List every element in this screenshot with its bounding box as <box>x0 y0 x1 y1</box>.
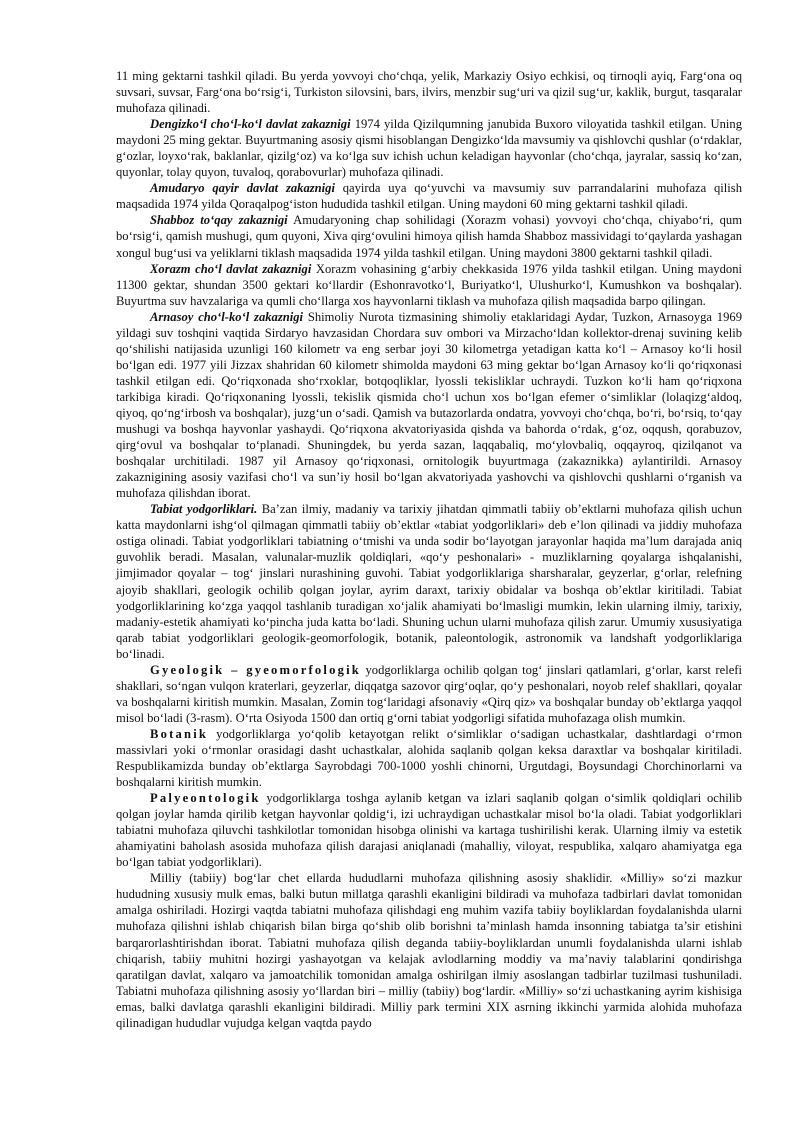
paragraph-text: Shimoliy Nurota tizmasining shimoliy etaklaridagi Aydar, Tuzkon, Arnasoyga 1969 yildagi suv toshqini vaqtida Sirdaryo havzasidan Chordara suv ombori va Mirzacho‘ldan kollektor-drenaj suvining kelib qo‘shilishi natijasida uzunligi 160 kilometr va eng serbar joyi 30 kilometrga yetadigan katta ko‘l – Arnasoy ko‘li hosil bo‘lgan edi. 1977 yili Jizzax shahridan 60 kilometr shimolda maydoni 63 ming gektar bo‘lgan Arnasoy ko‘li qo‘riqxonasi tashkil etilgan edi. Qo‘riqxonada sho‘rxoklar, botqoqliklar, lyossli tekisliklar uchraydi. Tuzkon ko‘li ham qo‘riqxona tarkibiga kiradi. Qo‘riqxonaning lyossli, tekislik qismida cho‘l uchun xos bo‘lgan efemer o‘simliklar (lolaqizg‘aldoq, qiyoq, qo‘ng‘irbosh va boshqalar), juzg‘un o‘sadi. Qamish va butazorlarda ondatra, yovvoyi cho‘chqa, bo‘ri, bo‘rsiq, to‘qay mushugi va boshqa hayvonlar yashaydi. Qo‘riqxona akvatoriyasida qishda va bahorda o‘rdak, g‘oz, oqqush, qorabuzov, qirg‘ovul va boshqalar to‘planadi. Shuningdek, bu yerda sazan, laqqabaliq, mo‘ylovbaliq, oqqayroq, qizilqanot va boshqalar urchitiladi. 1987 yil Arnasoy qo‘riqxonasi, ornitologik buyurtmaga (zakaznikka) aylantirildi. Arnasoy zakaznigining asosiy vazifasi cho‘l va sun’iy hosil bo‘lgan akvatoriyada yashovchi va qishlovchi qushlarni o‘rganish va muhofaza qilishdan iborat. <box>116 309 742 501</box>
paragraph-geologik <box>116 662 742 726</box>
paragraph-text: Xorazm vohasining g‘arbiy chekkasida 1976 yilda tashkil etilgan. Uning maydoni 11300 gektar, shundan 3500 gektari ko‘llardir (Eshonravotko‘l, Buriyatko‘l, Ulushurko‘l, Kumushkon va boshqalar). Buyurtma suv havzalariga va qumli cho‘llarga xos hayvonlarni tiklash va muhofaza qilish maqsadida barpo qilingan. <box>116 261 742 308</box>
paragraph-lead-heading: Arnasoy cho‘l-ko‘l zakaznigi <box>150 309 304 324</box>
paragraph-amudaryo-zakaznik <box>116 180 742 212</box>
paragraph-text: Amudaryoning chap sohilidagi (Xorazm vohasi) yovvoyi cho‘chqa, chiyabo‘ri, qum bo‘rsig‘i, qamish mushugi, qum quyoni, Xiva qirg‘ovulini himoya qilish hamda Shabboz massividagi to‘qaylarda yashagan xongul bug‘usi va yeliklarni tiklash maqsadida 1974 yilda tashkil etilgan. Uning maydoni 3800 gektarni tashkil qiladi. <box>116 213 742 260</box>
paragraph-lead-heading: Gyeologik – gyeomorfologik <box>150 662 361 677</box>
paragraph-paleontologik <box>116 790 742 870</box>
paragraph-shabboz-zakaznik <box>116 212 742 260</box>
paragraph-xorazm-zakaznik <box>116 261 742 309</box>
paragraph-text: yodgorliklarga yo‘qolib ketayotgan relikt o‘simliklar o‘sadigan uchastkalar, dashtlardagi o‘rmon massivlari yoki o‘rmonlar orasidagi dasht uchastkalar, alohida saqlanib qolgan keksa daraxtlar va boshqalar kiritiladi. Respublikamizda bunday ob’ektlarga Sayrobdagi 700-1000 yoshli chinorni, Urgutdagi, Boysundagi Chorchinorlarni va boshqalarni kiritish mumkin. <box>116 726 742 790</box>
paragraph-1 <box>116 68 742 116</box>
paragraph-dengizkol-zakaznik <box>116 116 742 180</box>
paragraph-lead-heading: Botanik <box>150 726 209 741</box>
paragraph-lead-heading: Tabiat yodgorliklari. <box>150 502 258 517</box>
paragraph-text: qayirda uya qo‘yuvchi va mavsumiy suv parrandalarini muhofaza qilish maqsadida 1974 yilda Qoraqalpog‘iston hududida tashkil etilgan. Uning maydoni 60 ming gektarni tashkil qiladi. <box>116 181 742 212</box>
paragraph-text: 1974 yilda Qizilqumning janubida Buxoro viloyatida tashkil etilgan. Uning maydoni 25 ming gektar. Buyurtmaning asosiy qismi hisoblangan Dengizko‘lda mavsumiy va qishlovchi qushlar (o‘rdaklar, g‘ozlar, loyxo‘rak, baklanlar, qizilg‘oz) va ko‘lga suv ichish uchun keladigan hayvonlar (cho‘chqa, jayralar, sassiq ko‘zan, quyonlar, tolay quyon, tuvaloq, qorabovurlar) muhofaza qilinadi. <box>116 117 742 180</box>
paragraph-botanik <box>116 726 742 790</box>
paragraph-text: yodgorliklarga ochilib qolgan tog‘ jinslari qatlamlari, g‘orlar, karst relefi shakllari, so‘ngan vulqon kraterlari, geyzerlar, diqqatga sazovor qirg‘oqlar, qo‘y peshonalari, noyob relef shakllari, qoyalar va boshqalarni kiritish mumkin. Masalan, Zomin tog‘laridagi afsonaviy «Qirq qiz» va boshqalar bunday ob’ektlarga yaqqol misol bo‘ladi (3-rasm). O‘rta Osiyoda 1500 dan ortiq g‘orni tabiat yodgorligi sifatida muhofazaga olish mumkin. <box>116 662 742 725</box>
paragraph-lead-heading: Shabboz to‘qay zakaznigi <box>150 213 288 228</box>
paragraph-lead-heading: Xorazm cho‘l davlat zakaznigi <box>150 261 312 276</box>
paragraph-lead-heading: Dengizko‘l cho‘l-ko‘l davlat zakaznigi <box>150 117 351 132</box>
paragraph-lead-heading: Palyeontologik <box>150 791 261 806</box>
paragraph-tabiat-yodgorliklari <box>116 501 742 661</box>
paragraph-text: Milliy (tabiiy) bog‘lar chet ellarda hududlarni muhofaza qilishning asosiy shaklidir. «Milliy» so‘zi mazkur hududning xususiy mulk emas, balki butun millatga qarashli ekanligini bildiradi va muhofaza tadbirlari davlat tomonidan amalga oshiriladi. Hozirgi vaqtda tabiatni muhofaza qilishdagi eng muhim vazifa tabiiy boyliklardan foydalanishda ularni muhofaza qilishni ishlab chiqarish bilan birga qo‘shib olib borishni ta’minlash hamda insonning tabiatga ta’sir etishini barqarorlashtirishdan iborat. Tabiatni muhofaza qilish deganda tabiiy-boyliklardan unumli foydalanishda ularni ishlab chiqarish, tabiiy muhitni hozirgi yashayotgan va kelajak avlodlarning moddiy va ma’naviy talablarini qondirishga qaratilgan davlat, xalqaro va jamoatchilik tomonidan amalga oshirilgan ilmiy asoslangan tadbirlar tuzilmasi tushuniladi. Tabiatni muhofaza qilishning asosiy yo‘llardan biri – milliy (tabiiy) bog‘lardir. «Milliy» so‘zi uchastkaning ayrim kishisiga emas, balki davlatga qarashli ekanligini bildiradi. Milliy park termini XIX asrning ikkinchi yarmida alohida muhofaza qilinadigan hududlar vujudga kelgan vaqtda paydo <box>116 871 742 1030</box>
paragraph-text: 11 ming gektarni tashkil qiladi. Bu yerda yovvoyi cho‘chqa, yelik, Markaziy Osiyo echkisi, oq tirnoqli ayiq, Farg‘ona oq suvsari, suvsar, Farg‘ona bo‘rsig‘i, Turkiston silovsini, bars, ilvirs, menzbir sug‘uri va qizil sug‘ur, kaklik, burgut, tasqaralar muhofaza qilinadi. <box>116 69 742 116</box>
paragraph-text: yodgorliklarga toshga aylanib ketgan va izlari saqlanib qolgan o‘simlik qoldiqlari ochilib qolgan joylar hamda qirilib ketgan hayvonlar qoldig‘i, izi uchraydigan uchastkalar misol bo‘la oladi. Tabiat yodgorliklari tabiatni muhofaza qiluvchi tashkilotlar tomonidan hisobga olinishi va kartaga tushirilishi kerak. Ularning ilmiy va estetik ahamiyatini baholash asosida muhofaza qilish darajasi aniqlanadi (mahalliy, viloyat, respublika, xalqaro ahamiyatga ega bo‘lgan tabiat yodgorliklari). <box>116 791 742 870</box>
paragraph-text: Ba’zan ilmiy, madaniy va tarixiy jihatdan qimmatli tabiiy ob’ektlarni muhofaza qilish uchun katta maydonlarni ishg‘ol qilmagan qimmatli tabiiy ob’ektlar «tabiat yodgorliklari» deb e’lon qilinadi va jiddiy muhofaza ostiga olinadi. Tabiat yodgorliklari tabiatning o‘tmishi va unda sodir bo‘layotgan jarayonlar haqida ma’lum darajada aniq guvohlik beradi. Masalan, valunalar-muzlik qoldiqlari, «qo‘y peshonalari» - muzliklarning qoyalarga ishqalanishi, jimjimador qoyalar – tog‘ jinslari nurashining guvohi. Tabiat yodgorliklariga sharsharalar, geyzerlar, g‘orlar, relefning ajoyib shakllari, geologik ochilib qolgan joylar, ayrim daraxt, tarixiy obidalar va boshqa ob’ektlar kiritiladi. Tabiat yodgorliklarining ko‘zga yaqqol tashlanib turadigan xo‘jalik ahamiyati bo‘lmasligi mumkin, lekin ularning ilmiy, tarixiy, madaniy-estetik ahamiyati ko‘pincha juda katta bo‘ladi. Shuning uchun ularni muhofaza qilish zarur. Umumiy xususiyatiga qarab tabiat yodgorliklari geologik-geomorfologik, botanik, paleontologik, astronomik va landshaft yodgorliklariga bo‘linadi. <box>116 502 742 661</box>
paragraph-lead-heading: Amudaryo qayir davlat zakaznigi <box>150 181 335 196</box>
paragraph-arnasoy-zakaznik <box>116 309 742 502</box>
paragraph-milliy-boglar <box>116 870 742 1030</box>
